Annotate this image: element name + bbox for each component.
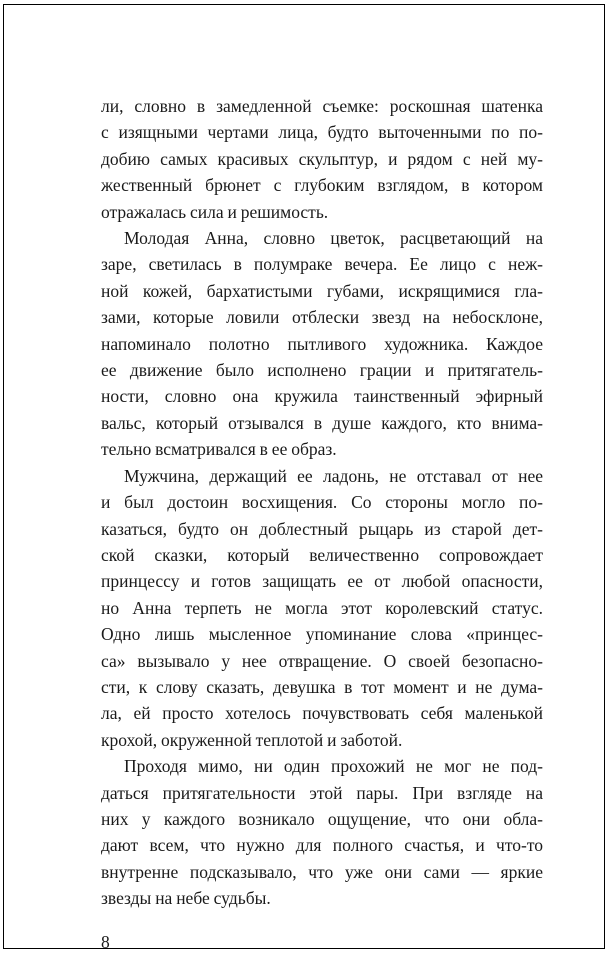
text-line: ли, словно в замедленной съемке: роскошная шатенка [101,96,543,116]
text-line: и был достоин восхищения. Со стороны могло по- [101,492,543,513]
text-line: принцессу и готов защищать ее от любой опасности, [101,571,543,592]
text-line: ее движение было исполнено грации и притягатель- [101,360,543,381]
text-line: ной кожей, бархатистыми губами, искрящимися гла- [101,280,543,301]
text-line: зами, которые ловили отблески звезд на небосклоне, [101,307,543,328]
text-line: них у каждого возникало ощущение, что они обла- [101,808,543,829]
text-line: звезды на небе судьбы. [101,888,271,909]
paragraph [101,753,543,911]
page-number: 8 [101,931,110,952]
text-line: напоминало полотно пытливого художника. Каждое [101,333,543,354]
text-line: крохой, окруженной теплотой и заботой. [101,729,403,750]
text-line: но Анна терпеть не могла этот королевский статус. [101,597,543,618]
page-content [101,93,543,955]
text-line: даться притягательности этой пары. При взгляде на [101,782,543,803]
text-line: Одно лишь мысленное упоминание слова «принцес- [101,624,543,645]
paragraph [101,93,543,225]
text-line: Проходя мимо, ни один прохожий не мог не под- [124,756,543,777]
text-line: ла, ей просто хотелось почувствовать себя маленькой [101,703,543,724]
text-line: внутренне подсказывало, что уже они сами — яркие [101,861,543,882]
text-line: Мужчина, держащий ее ладонь, не отставал от нее [124,465,543,486]
text-line: дают всем, что нужно для полного счастья, и что-то [101,835,543,856]
text-line: отражалась сила и решимость. [101,201,329,222]
text-line: ности, словно она кружила таинственный эфирный [101,386,543,407]
text-line: добию самых красивых скульптур, и рядом с ней му- [101,148,543,169]
text-line: ской сказки, который величественно сопровождает [101,544,543,565]
text-line: с изящными чертами лица, будто выточенными по по- [101,122,543,143]
paragraph [101,463,543,753]
text-line: са» вызывало у нее отвращение. О своей безопасно- [101,650,543,671]
text-line: Молодая Анна, словно цветок, расцветающий на [124,228,543,249]
text-line: тельно всматривался в ее образ. [101,439,337,460]
text-line: вальс, который отзывался в душе каждого, кто внима- [101,412,543,433]
body-text [101,93,543,912]
text-line: казаться, будто он доблестный рыцарь из старой дет- [101,518,543,539]
text-line: жественный брюнет с глубоким взглядом, в котором [101,175,543,196]
text-line: сти, к слову сказать, девушка в тот момент и не дума- [101,676,543,697]
text-line: заре, светилась в полумраке вечера. Ее лицо с неж- [101,254,543,275]
paragraph [101,225,543,463]
